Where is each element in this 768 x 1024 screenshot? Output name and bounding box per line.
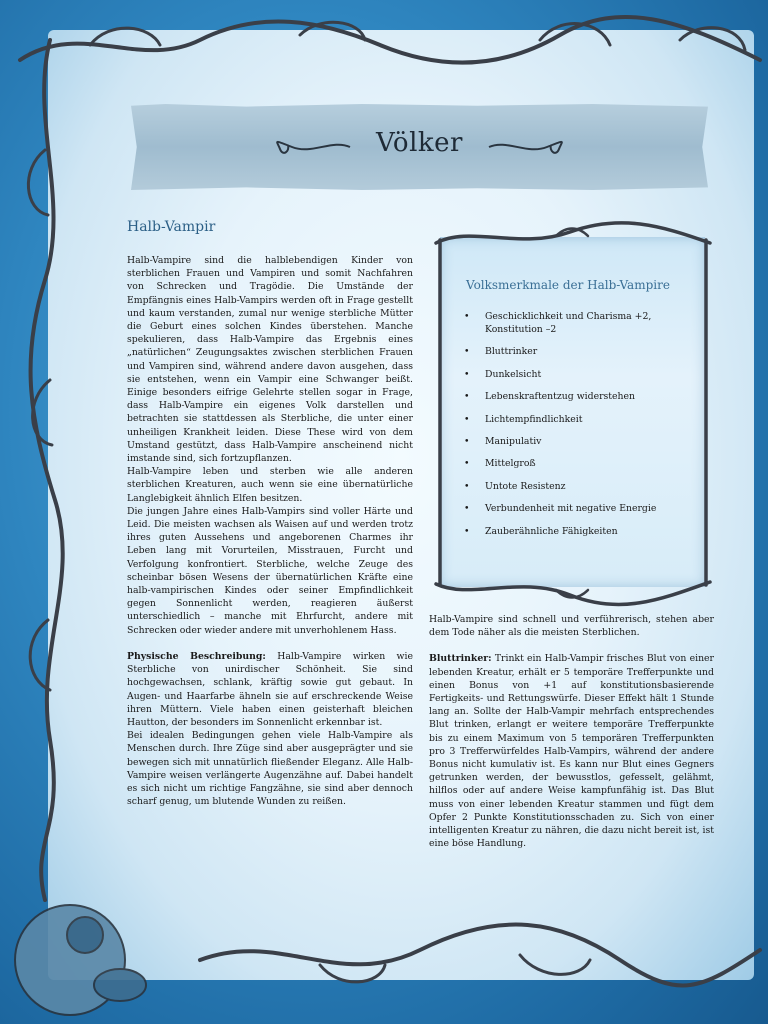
- trait-item: • Bluttrinker: [464, 345, 704, 358]
- trait-item: • Verbundenheit mit negative Energie: [464, 502, 704, 515]
- trait-item: • Zauberähnliche Fähigkeiten: [464, 525, 704, 538]
- racial-traits-list: [464, 310, 704, 547]
- youth-paragraph: Die jungen Jahre eines Halb-Vampirs sind voller Härte und Leid. Die meisten wachsen als Waisen auf und werden trotz ihres guten Aussehens und angeborenen Charmes ihr Leben lang mit Vorurteilen, Misstrauen, Furcht und Verfolgung konfrontiert. Sterbliche, welche Zeuge des scheinbar bösen Wesens der übernatürlichen Kräfte eine halb-vampirischen Kindes oder seiner Empfindlichkeit gegen Sonnenlicht werden, reagieren äußerst unterschiedlich – manche mit Ehrfurcht, andere mit Schrecken oder wieder andere mit unverhohlenem Hass.: [127, 505, 413, 636]
- trait-item: • Dunkelsicht: [464, 368, 704, 381]
- blood-drinker-label: Bluttrinker:: [429, 653, 492, 665]
- page-title: Völker: [376, 128, 463, 158]
- blood-drinker-text: Trinkt ein Halb-Vampir frisches Blut von einer lebenden Kreatur, erhält er 5 temporäre Trefferpunkte und einen Bonus von +1 auf konstitutionsbasierende Fertigkeits- und Rettungswürfe. Dieser Effekt hält 1 Stunde lang an. Sollte der Halb-Vampir mehrfach entsprechendes Blut trinken, erlangt er weitere temporäre Trefferpunkte bis zu einem Maximum von 5 temporären Trefferpunkten pro 3 Trefferwürfeldes Halb-Vampirs, während der andere Bonus nicht kumulativ ist. Es kann nur Blut eines Gegners getrunken werden, der bewusstlos, gefesselt, gelähmt, hilflos oder auf andere Weise kampfunfähig ist. Das Blut muss von einer lebenden Kreatur stammen und fügt dem Opfer 2 Punkte Konstitutionsschaden zu. Sich von einer intelligenten Kreatur zu nähren, die dazu nicht bereit ist, ist eine böse Handlung.: [429, 653, 714, 850]
- trait-item: • Lichtempfindlichkeit: [464, 413, 704, 426]
- trait-item: • Lebenskraftentzug widerstehen: [464, 390, 704, 403]
- lifespan-paragraph: Halb-Vampire leben und sterben wie alle anderen sterblichen Kreaturen, auch wenn sie eine übernatürliche Langlebigkeit ähnlich Elfen besitzen.: [127, 466, 413, 504]
- physical-description-paragraph: [127, 650, 413, 729]
- right-column-text: [429, 613, 714, 850]
- section-heading: Halb-Vampir: [127, 219, 216, 235]
- right-scroll-ornament-icon: [487, 137, 567, 157]
- trait-item: • Untote Resistenz: [464, 480, 704, 493]
- physical-description-text: Halb-Vampire wirken wie Sterbliche von unirdischer Schönheit. Sie sind hochgewachsen, schlank, kräftig sowie gut gebaut. In Augen- und Haarfarbe ähneln sie auf erschreckende Weise ihren Müttern. Viele haben einen geisterhaft bleichen Hautton, der besonders im Sonnenlicht erkennbar ist.: [127, 650, 413, 728]
- trait-item: • Mittelgroß: [464, 457, 704, 470]
- intro-paragraph: Halb-Vampire sind die halblebendigen Kinder von sterblichen Frauen und Vampiren und somit Nachfahren von Schrecken und Tragödie. Die Umstände der Empfängnis eines Halb-Vampirs werden oft in Frage gestellt und kaum verstanden, zumal nur wenige sterbliche Mütter die Geburt eines solchen Kindes überstehen. Manche spekulieren, dass Halb-Vampire das Ergebnis eines „natürlichen“ Zeugungsaktes zwischen sterblichen Frauen und Vampiren sind, während andere davon ausgehen, dass sie entstehen, wenn ein Vampir eine Schwanger beißt. Einige besonders eifrige Gelehrte stellen sogar in Frage, dass Halb-Vampire ein eigenes Volk darstellen und betrachten sie stattdessen als Sterbliche, die unter einer unheiligen Krankheit leiden. Diese These wird von dem Umstand gestützt, dass Halb-Vampire anscheinend nicht imstande sind, sich fortzupflanzen.: [127, 255, 413, 465]
- appearance-paragraph: Bei idealen Bedingungen gehen viele Halb-Vampire als Menschen durch. Ihre Züge sind aber ausgeprägter und sie bewegen sich mit unnatürlich fließender Eleganz. Alle Halb-Vampire weisen verlängerte Augenzähne auf. Dabei handelt es sich nicht um richtige Fangzähne, sie sind aber dennoch scharf genug, um blutende Wunden zu reißen.: [127, 730, 413, 808]
- trait-item: • Manipulativ: [464, 435, 704, 448]
- left-column-text: [127, 254, 413, 808]
- summary-paragraph: Halb-Vampire sind schnell und verführerisch, stehen aber dem Tode näher als die meisten Sterblichen.: [429, 614, 714, 639]
- physical-description-label: Physische Beschreibung:: [127, 650, 266, 662]
- blood-drinker-paragraph: [429, 652, 714, 850]
- racial-traits-title: Volksmerkmale der Halb-Vampire: [466, 278, 670, 292]
- trait-item: • Geschicklichkeit und Charisma +2, Konstitution –2: [464, 310, 704, 336]
